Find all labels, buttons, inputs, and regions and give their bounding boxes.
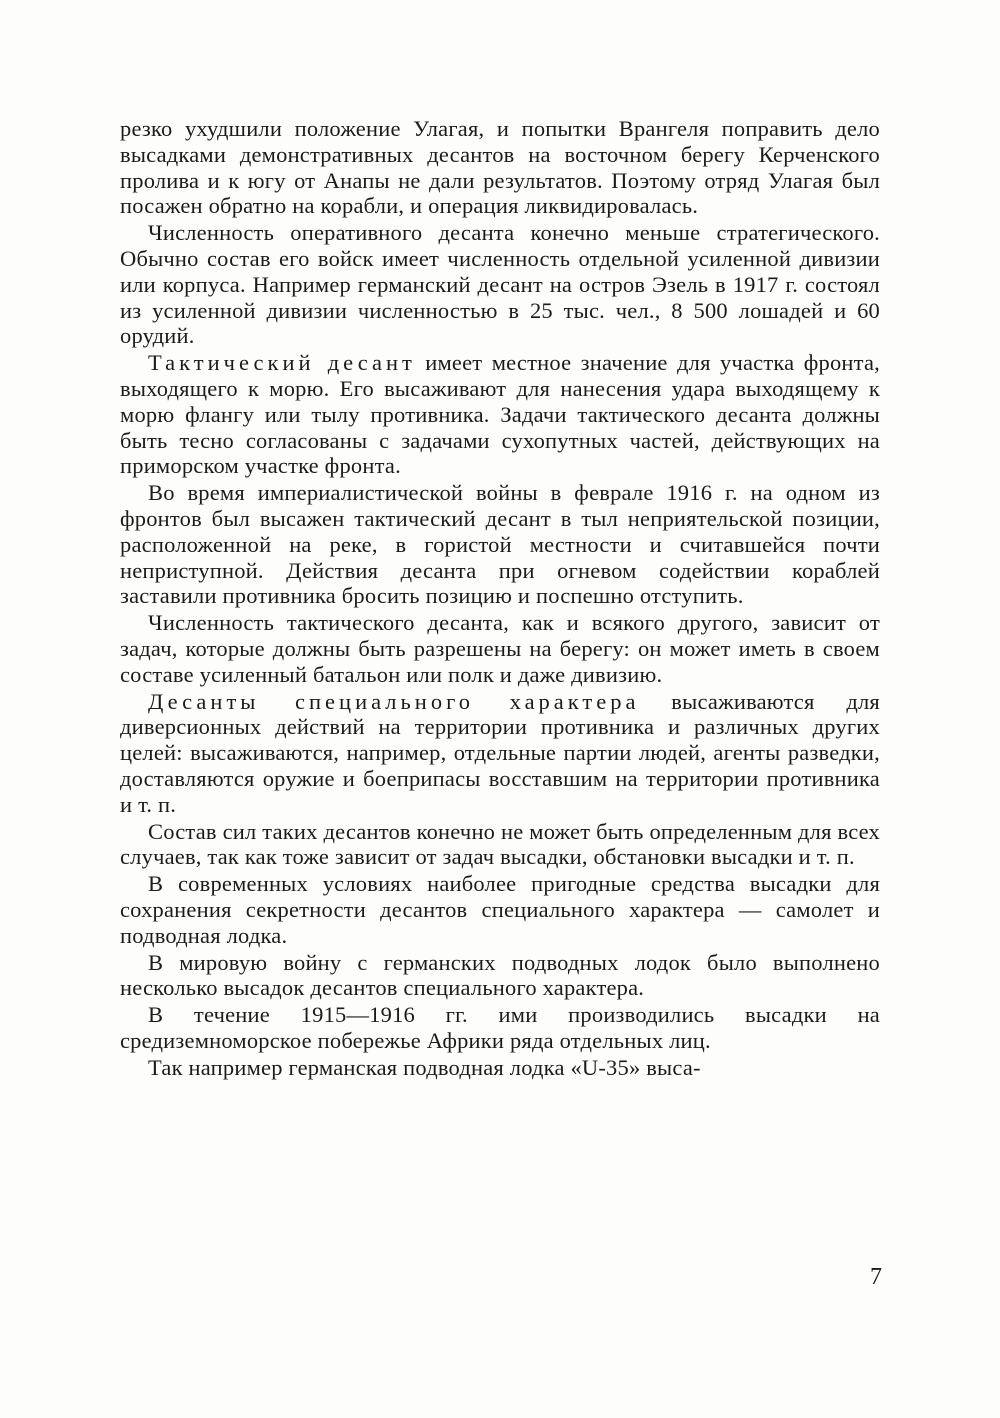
paragraph-2: Численность оперативного десанта конечно меньше стратегического. Обычно состав его войск имеет численность отдельной усиленной дивизии или корпуса. Например германский десант на остров Эзель в 1917 г. состоял из усиленной дивизии численностью в 25 тыс. чел., 8 500 лошадей и 60 орудий. <box>120 220 880 349</box>
paragraph-11: Так например германская подводная лодка «U-35» выса- <box>148 1054 701 1080</box>
paragraph-7: Состав сил таких десантов конечно не может быть определенным для всех случаев, так как тоже зависит от задач высадки, обстановки высадки и т. п. <box>120 818 880 870</box>
page-body-text <box>120 116 880 1080</box>
paragraph-10: В течение 1915—1916 гг. ими производились высадки на средиземноморское побережье Африки ряда отдельных лиц. <box>120 1002 880 1053</box>
paragraph-9: В мировую войну с германских подводных лодок было выполнено несколько высадок десантов специального характера. <box>120 949 880 1001</box>
paragraph-3 <box>120 350 880 479</box>
paragraph-5: Численность тактического десанта, как и всякого другого, зависит от задач, которые должны быть разрешены на берегу: он может иметь в своем составе усиленный батальон или полк и даже дивизию. <box>120 610 880 687</box>
term-special-landings: Десанты специального характера <box>148 688 640 714</box>
term-tactical-landing: Тактический десант <box>148 350 416 376</box>
page-number: 7 <box>870 1264 882 1290</box>
paragraph-1: резко ухудшили положение Улагая, и попытки Врангеля поправить дело высадками демонстративных десантов на восточном берегу Керченского пролива и к югу от Анапы не дали результатов. Поэтому отряд Улагая был посажен обратно на корабли, и операция ликвидировалась. <box>120 116 880 219</box>
paragraph-6-text: высаживаются для диверсионных действий на территории противника и различных других целей: высаживаются, например, отдельные партии людей, агенты разведки, доставляются оружие и боеприпасы восставшим на территории противника и т. п. <box>120 688 880 817</box>
paragraph-4: Во время империалистической войны в феврале 1916 г. на одном из фронтов был высажен тактический десант в тыл неприятельской позиции, расположенной на реке, в гористой местности и считавшейся почти неприступной. Действия десанта при огневом содействии кораблей заставили противника бросить позицию и поспешно отступить. <box>120 480 880 609</box>
paragraph-8: В современных условиях наиболее пригодные средства высадки для сохранения секретности десантов специального характера — самолет и подводная лодка. <box>120 871 880 948</box>
paragraph-3-text: имеет местное значение для участка фронта, выходящего к морю. Его высаживают для нанесения удара выходящему к морю флангу или тылу противника. Задачи тактического десанта должны быть тесно согласованы с задачами сухопутных частей, действующих на приморском участке фронта. <box>120 350 880 479</box>
paragraph-6 <box>120 689 880 818</box>
